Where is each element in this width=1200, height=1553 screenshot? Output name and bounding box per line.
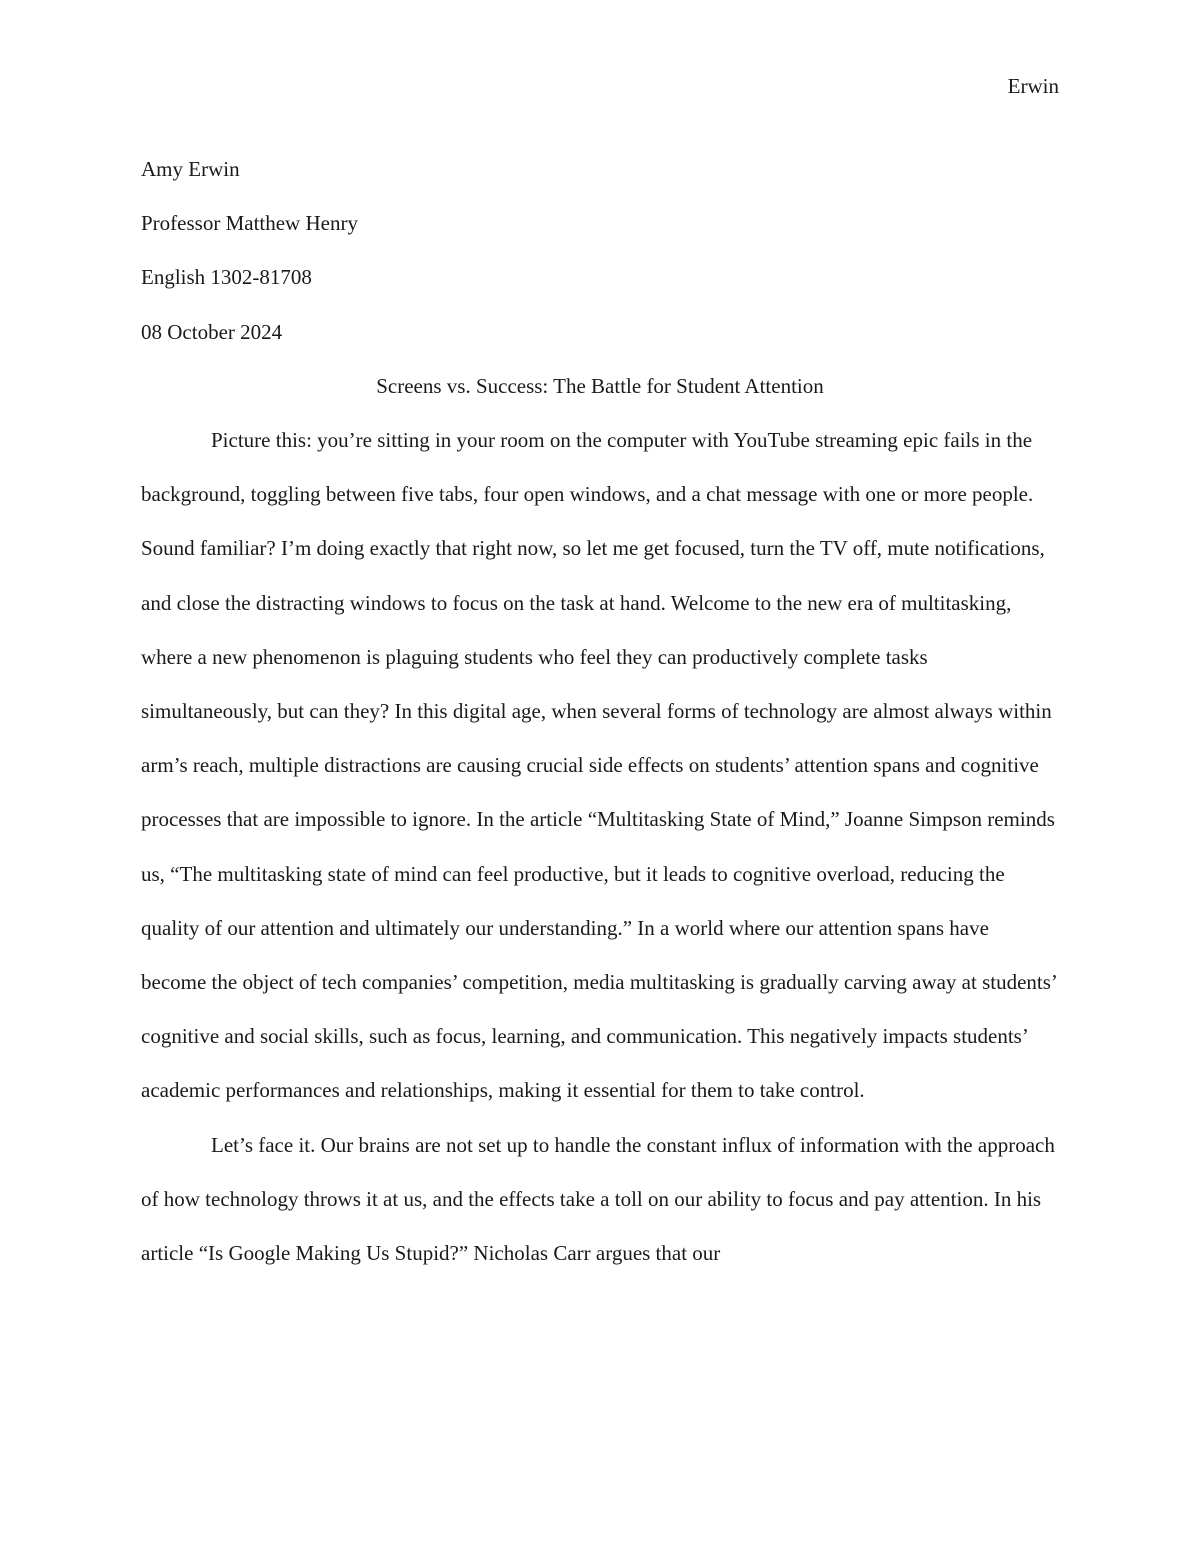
paragraph-1: Picture this: you’re sitting in your room on the computer with YouTube streaming epic fails in the background, toggling between five tabs, four open windows, and a chat message with one or more people. Sound familiar? I’m doing exactly that right now, so let me get focused, turn the TV off, mute notifications, and close the distracting windows to focus on the task at hand. Welcome to the new era of multitasking, where a new phenomenon is plaguing students who feel they can productively complete tasks simultaneously, but can they? In this digital age, when several forms of technology are almost always within arm’s reach, multiple distractions are causing crucial side effects on students’ attention spans and cognitive processes that are impossible to ignore. In the article “Multitasking State of Mind,” Joanne Simpson reminds us, “The multitasking state of mind can feel productive, but it leads to cognitive overload, reducing the quality of our attention and ultimately our understanding.” In a world where our attention spans have become the object of tech companies’ competition, media multitasking is gradually carving away at students’ cognitive and social skills, such as focus, learning, and communication. This negatively impacts students’ academic performances and relationships, making it essential for them to take control. xyxy=(141,428,1057,1103)
paragraph-2: Let’s face it. Our brains are not set up to handle the constant influx of information with the approach of how technology throws it at us, and the effects take a toll on our ability to focus and pay attention. In his article “Is Google Making Us Stupid?” Nicholas Carr argues that our xyxy=(141,1132,1055,1266)
essay-title: Screens vs. Success: The Battle for Student Attention xyxy=(376,373,824,398)
document-body xyxy=(141,142,1059,1280)
course-name: English 1302-81708 xyxy=(141,265,312,290)
student-name: Amy Erwin xyxy=(141,157,240,181)
professor-name: Professor Matthew Henry xyxy=(141,211,358,236)
essay-date: 08 October 2024 xyxy=(141,319,283,344)
running-head: Erwin xyxy=(1007,74,1059,98)
